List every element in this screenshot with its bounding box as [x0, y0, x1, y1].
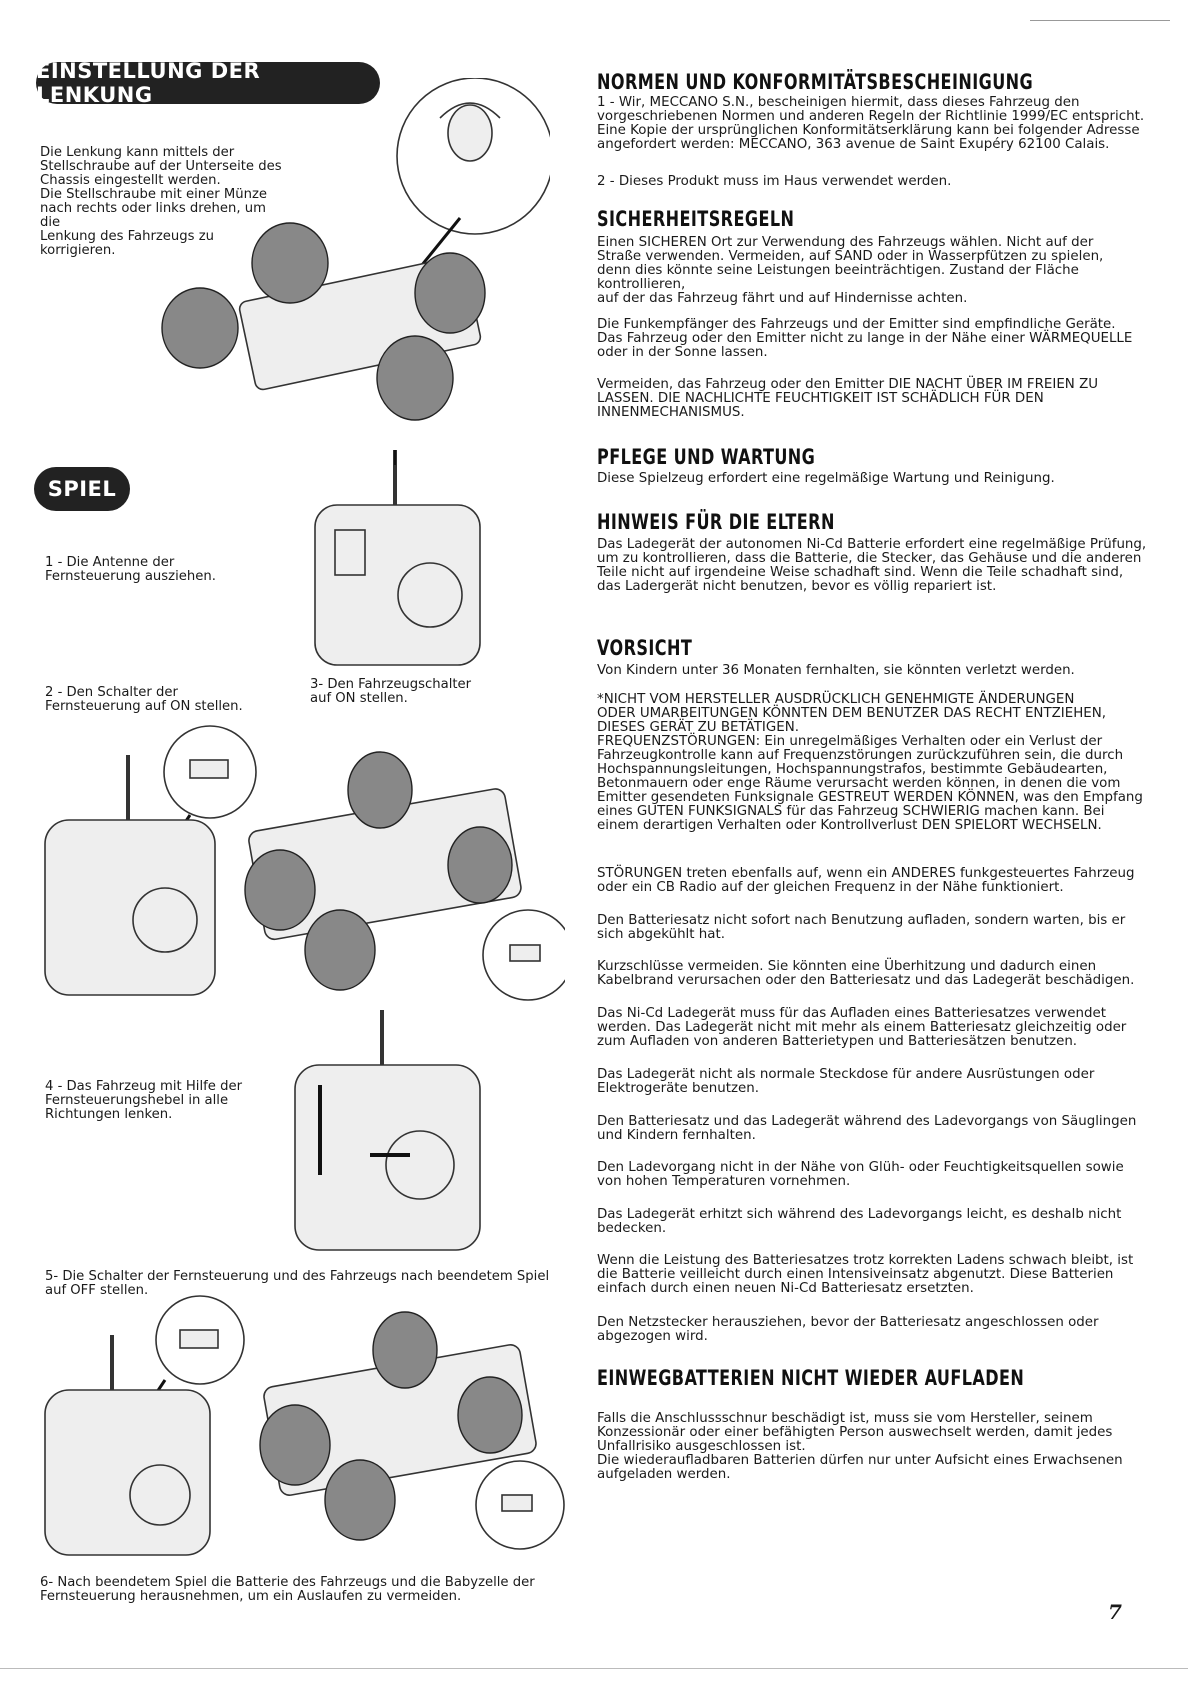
- einweg-heading: EINWEGBATTERIEN NICHT WIEDER AUFLADEN: [597, 1366, 1025, 1390]
- switch-icon: [180, 1330, 218, 1348]
- step-6-text: 6- Nach beendetem Spiel die Batterie des Fahrzeugs und die Babyzelle der Fernsteuerung herausnehmen, um ein Auslaufen zu vermeiden.: [40, 1575, 535, 1604]
- joystick-icon: [133, 888, 197, 952]
- wheel-icon: [415, 253, 485, 333]
- pflege-paragraph: Diese Spielzeug erfordert eine regelmäßige Wartung und Reinigung.: [597, 471, 1055, 486]
- switch-on-svg: [40, 720, 565, 1010]
- wheel-icon: [325, 1460, 395, 1540]
- scan-border-line: [1030, 20, 1170, 21]
- wheel-icon: [162, 288, 238, 368]
- steering-text: Die Lenkung kann mittels der Stellschraube auf der Unterseite des Chassis eingestellt werden. Die Stellschraube mit einer Münze nach rechts oder links drehen, um die Lenkung des Fahrzeugs zu korrigieren.: [40, 145, 282, 258]
- vorsicht-paragraph-5: Kurzschlüsse vermeiden. Sie könnten eine Überhitzung und dadurch einen Kabelbrand verursachen oder den Batteriesatz und das Ladegerät beschädigen.: [597, 959, 1135, 988]
- steering-illustration: [150, 78, 550, 428]
- step-5-text: 5- Die Schalter der Fernsteuerung und des Fahrzeugs nach beendetem Spiel auf OFF stellen.: [45, 1269, 550, 1298]
- wheel-icon: [377, 336, 453, 420]
- vorsicht-paragraph-7: Das Ladegerät nicht als normale Steckdose für andere Ausrüstungen oder Elektrogeräte benutzen.: [597, 1067, 1095, 1096]
- wheel-icon: [373, 1312, 437, 1388]
- switch-icon: [502, 1495, 532, 1511]
- vorsicht-paragraph-4: Den Batteriesatz nicht sofort nach Benutzung aufladen, sondern warten, bis er sich abgekühlt hat.: [597, 913, 1126, 942]
- step-2-text: 2 - Den Schalter der Fernsteuerung auf ON stellen.: [45, 685, 243, 714]
- spiel-badge-label: SPIEL: [47, 477, 117, 501]
- switch-on-illustration: [40, 720, 565, 1010]
- sicherheit-heading: SICHERHEITSREGELN: [597, 207, 795, 231]
- switch-off-illustration: [40, 1295, 565, 1565]
- steering-banner-label: EINSTELLUNG DER LENKUNG: [36, 59, 261, 107]
- vorsicht-paragraph-3: STÖRUNGEN treten ebenfalls auf, wenn ein ANDERES funkgesteuertes Fahrzeug oder ein CB Radio auf der gleichen Frequenz in der Nähe funktioniert.: [597, 866, 1135, 895]
- remote-levers-svg: [290, 1005, 490, 1255]
- joystick-icon: [386, 1131, 454, 1199]
- step-4-text: 4 - Das Fahrzeug mit Hilfe der Fernsteuerungshebel in alle Richtungen lenken.: [45, 1079, 242, 1122]
- hinweis-heading: HINWEIS FÜR DIE ELTERN: [597, 510, 835, 534]
- steering-illustration-svg: [150, 78, 550, 428]
- coin-icon: [448, 105, 492, 161]
- wheel-icon: [448, 827, 512, 903]
- remote-levers-illustration: [290, 1005, 490, 1255]
- normen-heading: NORMEN UND KONFORMITÄTSBESCHEINIGUNG: [597, 70, 1034, 94]
- vorsicht-heading: VORSICHT: [597, 636, 693, 660]
- remote-antenna-svg: [300, 445, 490, 675]
- wheel-icon: [245, 850, 315, 930]
- joystick-icon: [398, 563, 462, 627]
- vorsicht-paragraph-12: Den Netzstecker herausziehen, bevor der Batteriesatz angeschlossen oder abgezogen wird.: [597, 1315, 1099, 1344]
- remote-antenna-illustration: [300, 445, 490, 675]
- einweg-paragraph: Falls die Anschlussschnur beschädigt ist, muss sie vom Hersteller, seinem Konzessionär oder einer befähigten Person auswechselt werden, damit jedes Unfallrisiko ausgeschlossen ist. Die wiederaufladbaren Batterien dürfen nur unter Aufsicht eines Erwachsenen aufgeladen werden.: [597, 1411, 1123, 1482]
- remote-body: [45, 1390, 210, 1555]
- vorsicht-paragraph-8: Den Batteriesatz und das Ladegerät während des Ladevorgangs von Säuglingen und Kindern fernhalten.: [597, 1114, 1137, 1143]
- wheel-icon: [260, 1405, 330, 1485]
- normen-paragraph-2: 2 - Dieses Produkt muss im Haus verwendet werden.: [597, 174, 952, 189]
- vorsicht-paragraph-9: Den Ladevorgang nicht in der Nähe von Glüh- oder Feuchtigkeitsquellen sowie von hohen Temperaturen vornehmen.: [597, 1160, 1124, 1189]
- step-1-text: 1 - Die Antenne der Fernsteuerung ausziehen.: [45, 555, 216, 584]
- normen-paragraph-1: 1 - Wir, MECCANO S.N., bescheinigen hiermit, dass dieses Fahrzeug den vorgeschriebenen Normen und anderen Regeln der Richtlinie 1999/EC entspricht. Eine Kopie der ursprünglichen Konformitätserklärung kann bei folgender Adresse angefordert werden: MECCANO, 363 avenue de Saint Exupéry 62100 Calais.: [597, 95, 1145, 152]
- wheel-icon: [305, 910, 375, 990]
- scan-border-line: [0, 1668, 1188, 1669]
- wheel-icon: [252, 223, 328, 303]
- step-3-text: 3- Den Fahrzeugschalter auf ON stellen.: [310, 677, 472, 706]
- sicherheit-paragraph-3: Vermeiden, das Fahrzeug oder den Emitter DIE NACHT ÜBER IM FREIEN ZU LASSEN. DIE NACHLICHTE FEUCHTIGKEIT IST SCHÄDLICH FÜR DEN INNENMECHANISMUS.: [597, 377, 1099, 420]
- sicherheit-paragraph-1: Einen SICHEREN Ort zur Verwendung des Fahrzeugs wählen. Nicht auf der Straße verwenden. Vermeiden, auf SAND oder in Wasserpfützen zu spielen, denn dies könnte seine Leistungen beeinträchtigen. Zustand der Fläche kontrollieren, auf der das Fahrzeug fährt und auf Hindernisse achten.: [597, 235, 1104, 306]
- vorsicht-paragraph-11: Wenn die Leistung des Batteriesatzes trotz korrekten Ladens schwach bleibt, ist die Batterie veilleicht durch einen Intensiveinsatz abgenutzt. Diese Batterien einfach durch einen neuen Ni-Cd Batteriesatz ersetzten.: [597, 1253, 1134, 1296]
- switch-icon: [190, 760, 228, 778]
- page-number: 7: [1108, 1600, 1122, 1624]
- vorsicht-paragraph-10: Das Ladegerät erhitzt sich während des Ladevorgangs leicht, es deshalb nicht bedecken.: [597, 1207, 1122, 1236]
- vorsicht-paragraph-1: Von Kindern unter 36 Monaten fernhalten, sie könnten verletzt werden.: [597, 663, 1075, 678]
- joystick-icon: [130, 1465, 190, 1525]
- sicherheit-paragraph-2: Die Funkempfänger des Fahrzeugs und der Emitter sind empfindliche Geräte. Das Fahrzeug oder den Emitter nicht zu lange in der Nähe einer WÄRMEQUELLE oder in der Sonne lassen.: [597, 317, 1133, 360]
- spiel-badge: [34, 467, 130, 511]
- vorsicht-paragraph-2: *NICHT VOM HERSTELLER AUSDRÜCKLICH GENEHMIGTE ÄNDERUNGEN ODER UMARBEITUNGEN KÖNNTEN DEM BENUTZER DAS RECHT ENTZIEHEN, DIESES GERÄT ZU BETÄTIGEN. FREQUENZSTÖRUNGEN: Ein unregelmäßiges Verhalten oder ein Verlust der Fahrzeugkontrolle kann auf Frequenzstörungen zurückzuführen sein, die durch Hochspannungsleitungen, Hochspannungstrafos, bestimmte Gebäudearten, Betonmauern oder enge Räume verursacht werden können, in denen die vom Emitter gesendeten Funksignale GESTREUT WERDEN KÖNNEN, was den Empfang eines GUTEN FUNKSIGNALS für das Fahrzeug SCHWIERIG machen kann. Bei einem derartigen Verhalten oder Kontrollverlust DEN SPIELORT WECHSELN.: [597, 692, 1143, 833]
- switch-off-svg: [40, 1295, 565, 1565]
- switch-icon: [510, 945, 540, 961]
- pflege-heading: PFLEGE UND WARTUNG: [597, 445, 816, 469]
- wheel-icon: [458, 1377, 522, 1453]
- vorsicht-paragraph-6: Das Ni-Cd Ladegerät muss für das Aufladen eines Batteriesatzes verwendet werden. Das Ladegerät nicht mit mehr als einem Batteriesatz gleichzeitig oder zum Aufladen von anderen Batterietypen und Batteriesätzen benutzen.: [597, 1006, 1127, 1049]
- wheel-icon: [348, 752, 412, 828]
- hinweis-paragraph: Das Ladegerät der autonomen Ni-Cd Batterie erfordert eine regelmäßige Prüfung, um zu kontrollieren, dass die Batterie, die Stecker, das Gehäuse und die anderen Teile nicht auf irgendeine Weise schadhaft sind. Wenn die Teile schadhaft sind, das Ladergerät nicht benutzen, bevor es völlig repariert ist.: [597, 537, 1147, 594]
